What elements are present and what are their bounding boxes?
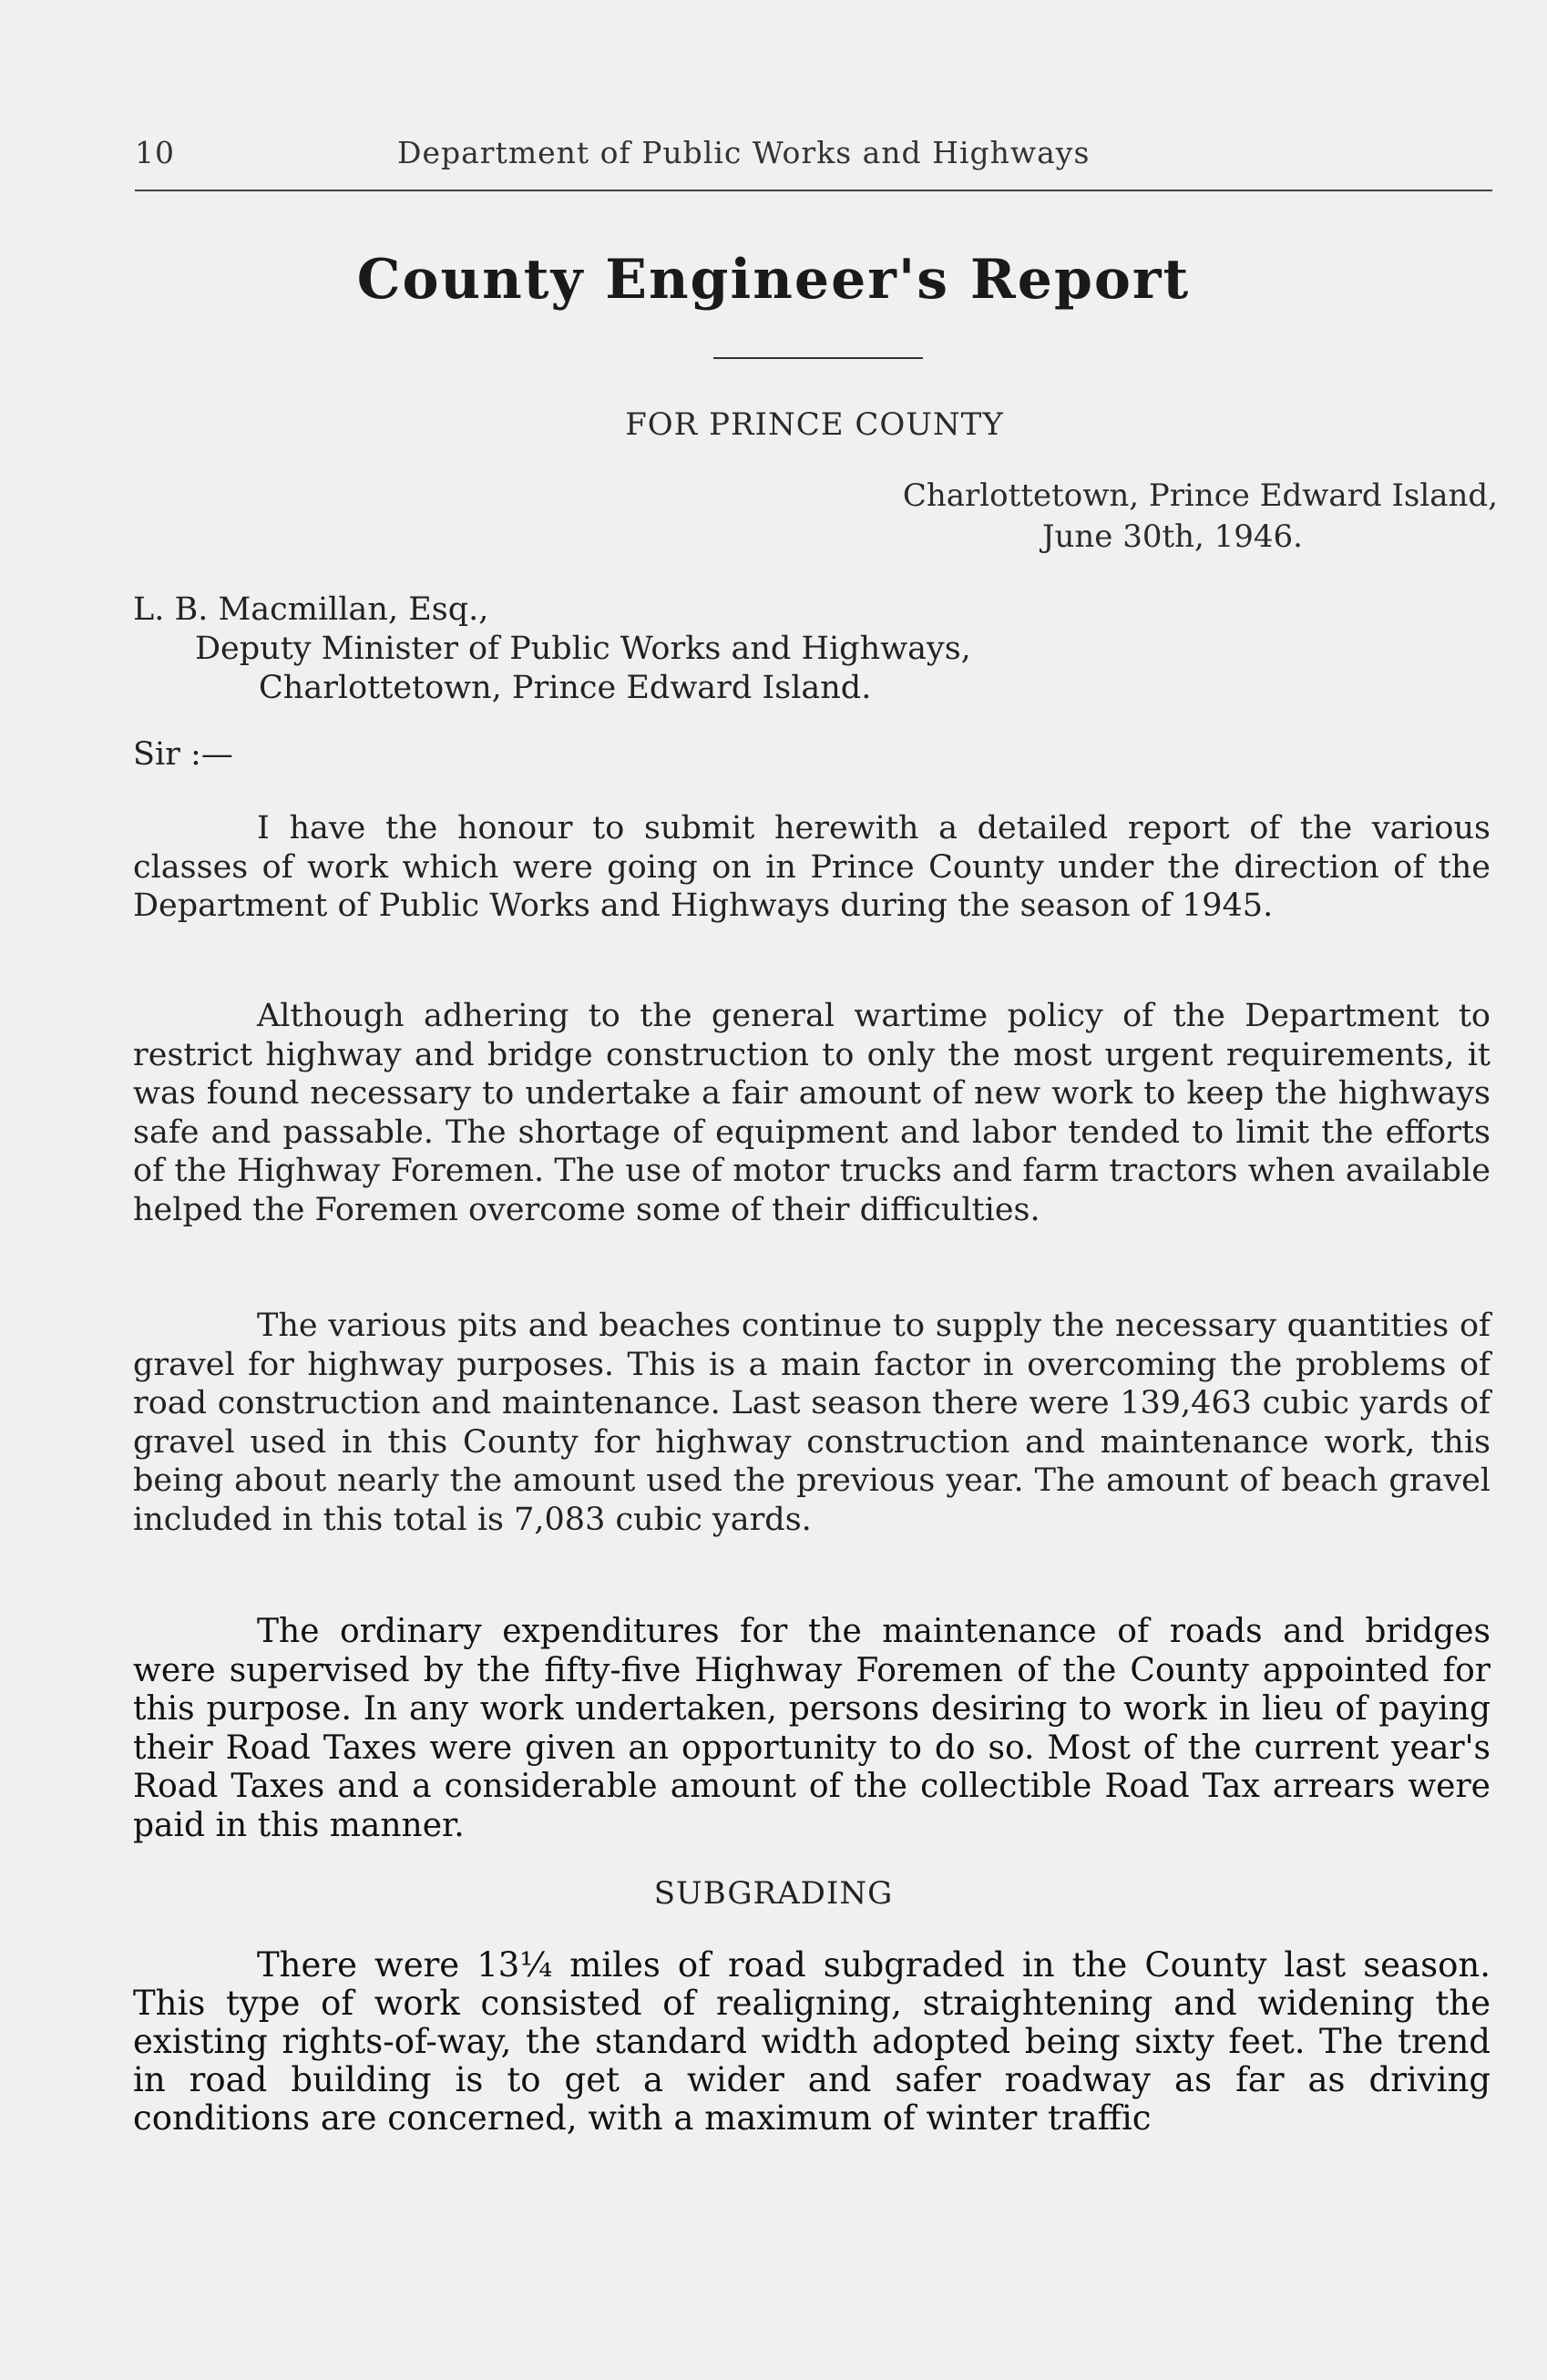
body-paragraph: Although adhering to the general wartime policy of the Department to restrict highway and bridge construction to only the most urgent requirements, it was found necessary to undertake a fair amount of new work to keep the highways safe and passable. The shortage of equipment and labor tended to limit the efforts of the Highway Foremen. The use of motor trucks and farm tractors when available helped the Foremen overcome some of their difficulties. — [133, 998, 1491, 1228]
body-paragraph: The ordinary expenditures for the maintenance of roads and bridges were supervised by the fifty-five Highway Foremen of the County appointed for this purpose. In any work undertaken, persons desiring to work in lieu of paying their Road Taxes were given an opportunity to do so. Most of the current year's Road Taxes and a considerable amount of the collectible Road Tax arrears were paid in this manner. — [133, 1613, 1491, 1844]
title-rule — [713, 357, 923, 359]
dateline-date: June 30th, 1946. — [1041, 518, 1303, 555]
dateline — [678, 476, 1498, 558]
address-title: Deputy Minister of Public Works and Highways, — [195, 631, 971, 667]
report-title: County Engineer's Report — [356, 248, 1191, 312]
section-paragraph: There were 13¼ miles of road subgraded in the County last season. This type of work consisted of realigning, straightening and widening the existing rights-of-way, the standard width adopted being sixty feet. The trend in road building is to get a wider and safer roadway as far as driving conditions are concerned, with a maximum of winter traffic — [133, 1945, 1491, 2138]
recipient-address — [133, 590, 1409, 708]
running-header — [135, 135, 1492, 180]
page-number: 10 — [135, 135, 175, 170]
salutation: Sir :— — [133, 736, 233, 773]
address-location: Charlottetown, Prince Edward Island. — [259, 670, 872, 706]
section-heading: SUBGRADING — [653, 1875, 894, 1912]
running-title: Department of Public Works and Highways — [397, 135, 1091, 170]
dateline-place: Charlottetown, Prince Edward Island, — [902, 477, 1498, 514]
body-paragraph: I have the honour to submit herewith a detailed report of the various classes of work which were going on in Prince County under the direction of the Department of Public Works and Highways during the season of 1945. — [133, 810, 1491, 924]
body-paragraph: The various pits and beaches continue to supply the necessary quantities of gravel for highway purposes. This is a main factor in overcoming the problems of road construction and maintenance. Last season there were 139,463 cubic yards of gravel used in this County for highway construction and maintenance work, this being about nearly the amount used the previous year. The amount of beach gravel included in this total is 7,083 cubic yards. — [133, 1308, 1491, 1538]
header-rule — [135, 190, 1492, 191]
report-subtitle: FOR PRINCE COUNTY — [625, 406, 1004, 443]
address-name: L. B. Macmillan, Esq., — [133, 591, 489, 628]
